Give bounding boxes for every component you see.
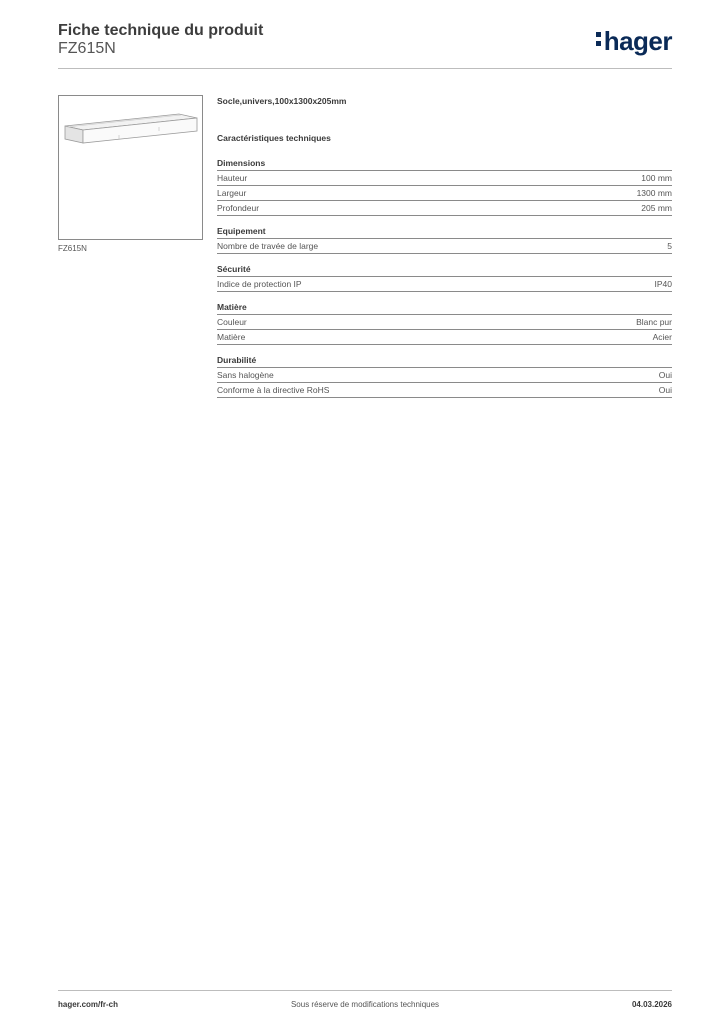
logo-dots-icon (596, 30, 601, 48)
spec-row (217, 186, 672, 201)
spec-value: Oui (658, 385, 672, 395)
spec-value: IP40 (654, 279, 672, 289)
image-caption: FZ615N (58, 244, 87, 253)
spec-row (217, 277, 672, 292)
spec-section (217, 355, 672, 398)
spec-label: Largeur (217, 188, 247, 198)
spec-section (217, 226, 672, 254)
spec-row (217, 201, 672, 216)
characteristics-sections (217, 158, 672, 398)
spec-value: Oui (658, 370, 672, 380)
spec-label: Couleur (217, 317, 247, 327)
characteristics-title: Caractéristiques techniques (217, 133, 331, 143)
spec-value: Blanc pur (636, 317, 672, 327)
page-footer (58, 990, 672, 1009)
spec-row (217, 383, 672, 398)
spec-section (217, 158, 672, 216)
page-header (58, 20, 672, 69)
spec-row (217, 239, 672, 254)
product-base-illustration (59, 96, 202, 239)
section-title: Sécurité (217, 264, 672, 277)
spec-section (217, 264, 672, 292)
section-title: Durabilité (217, 355, 672, 368)
spec-label: Matière (217, 332, 246, 342)
section-title: Matière (217, 302, 672, 315)
footer-disclaimer: Sous réserve de modifications techniques (290, 1000, 440, 1009)
spec-value: 1300 mm (636, 188, 672, 198)
product-reference: FZ615N (58, 40, 116, 57)
footer-website: hager.com/fr-ch (58, 1000, 119, 1009)
product-image (58, 95, 203, 240)
spec-row (217, 171, 672, 186)
spec-label: Sans halogène (217, 370, 274, 380)
spec-value: 100 mm (641, 173, 672, 183)
spec-label: Hauteur (217, 173, 248, 183)
spec-row (217, 368, 672, 383)
spec-label: Indice de protection IP (217, 279, 302, 289)
spec-value: Acier (652, 332, 672, 342)
logo-text: hager (603, 26, 672, 56)
section-title: Dimensions (217, 158, 672, 171)
product-name: Socle,univers,100x1300x205mm (217, 96, 347, 106)
spec-row (217, 330, 672, 345)
spec-label: Nombre de travée de large (217, 241, 319, 251)
spec-label: Profondeur (217, 203, 260, 213)
spec-section (217, 302, 672, 345)
spec-value: 5 (667, 241, 672, 251)
spec-value: 205 mm (641, 203, 672, 213)
spec-row (217, 315, 672, 330)
footer-date: 04.03.2026 (631, 1000, 672, 1009)
section-title: Equipement (217, 226, 672, 239)
product-details (217, 96, 672, 408)
spec-label: Conforme à la directive RoHS (217, 385, 330, 395)
hager-logo (596, 26, 672, 57)
page-title: Fiche technique du produit (58, 22, 264, 39)
